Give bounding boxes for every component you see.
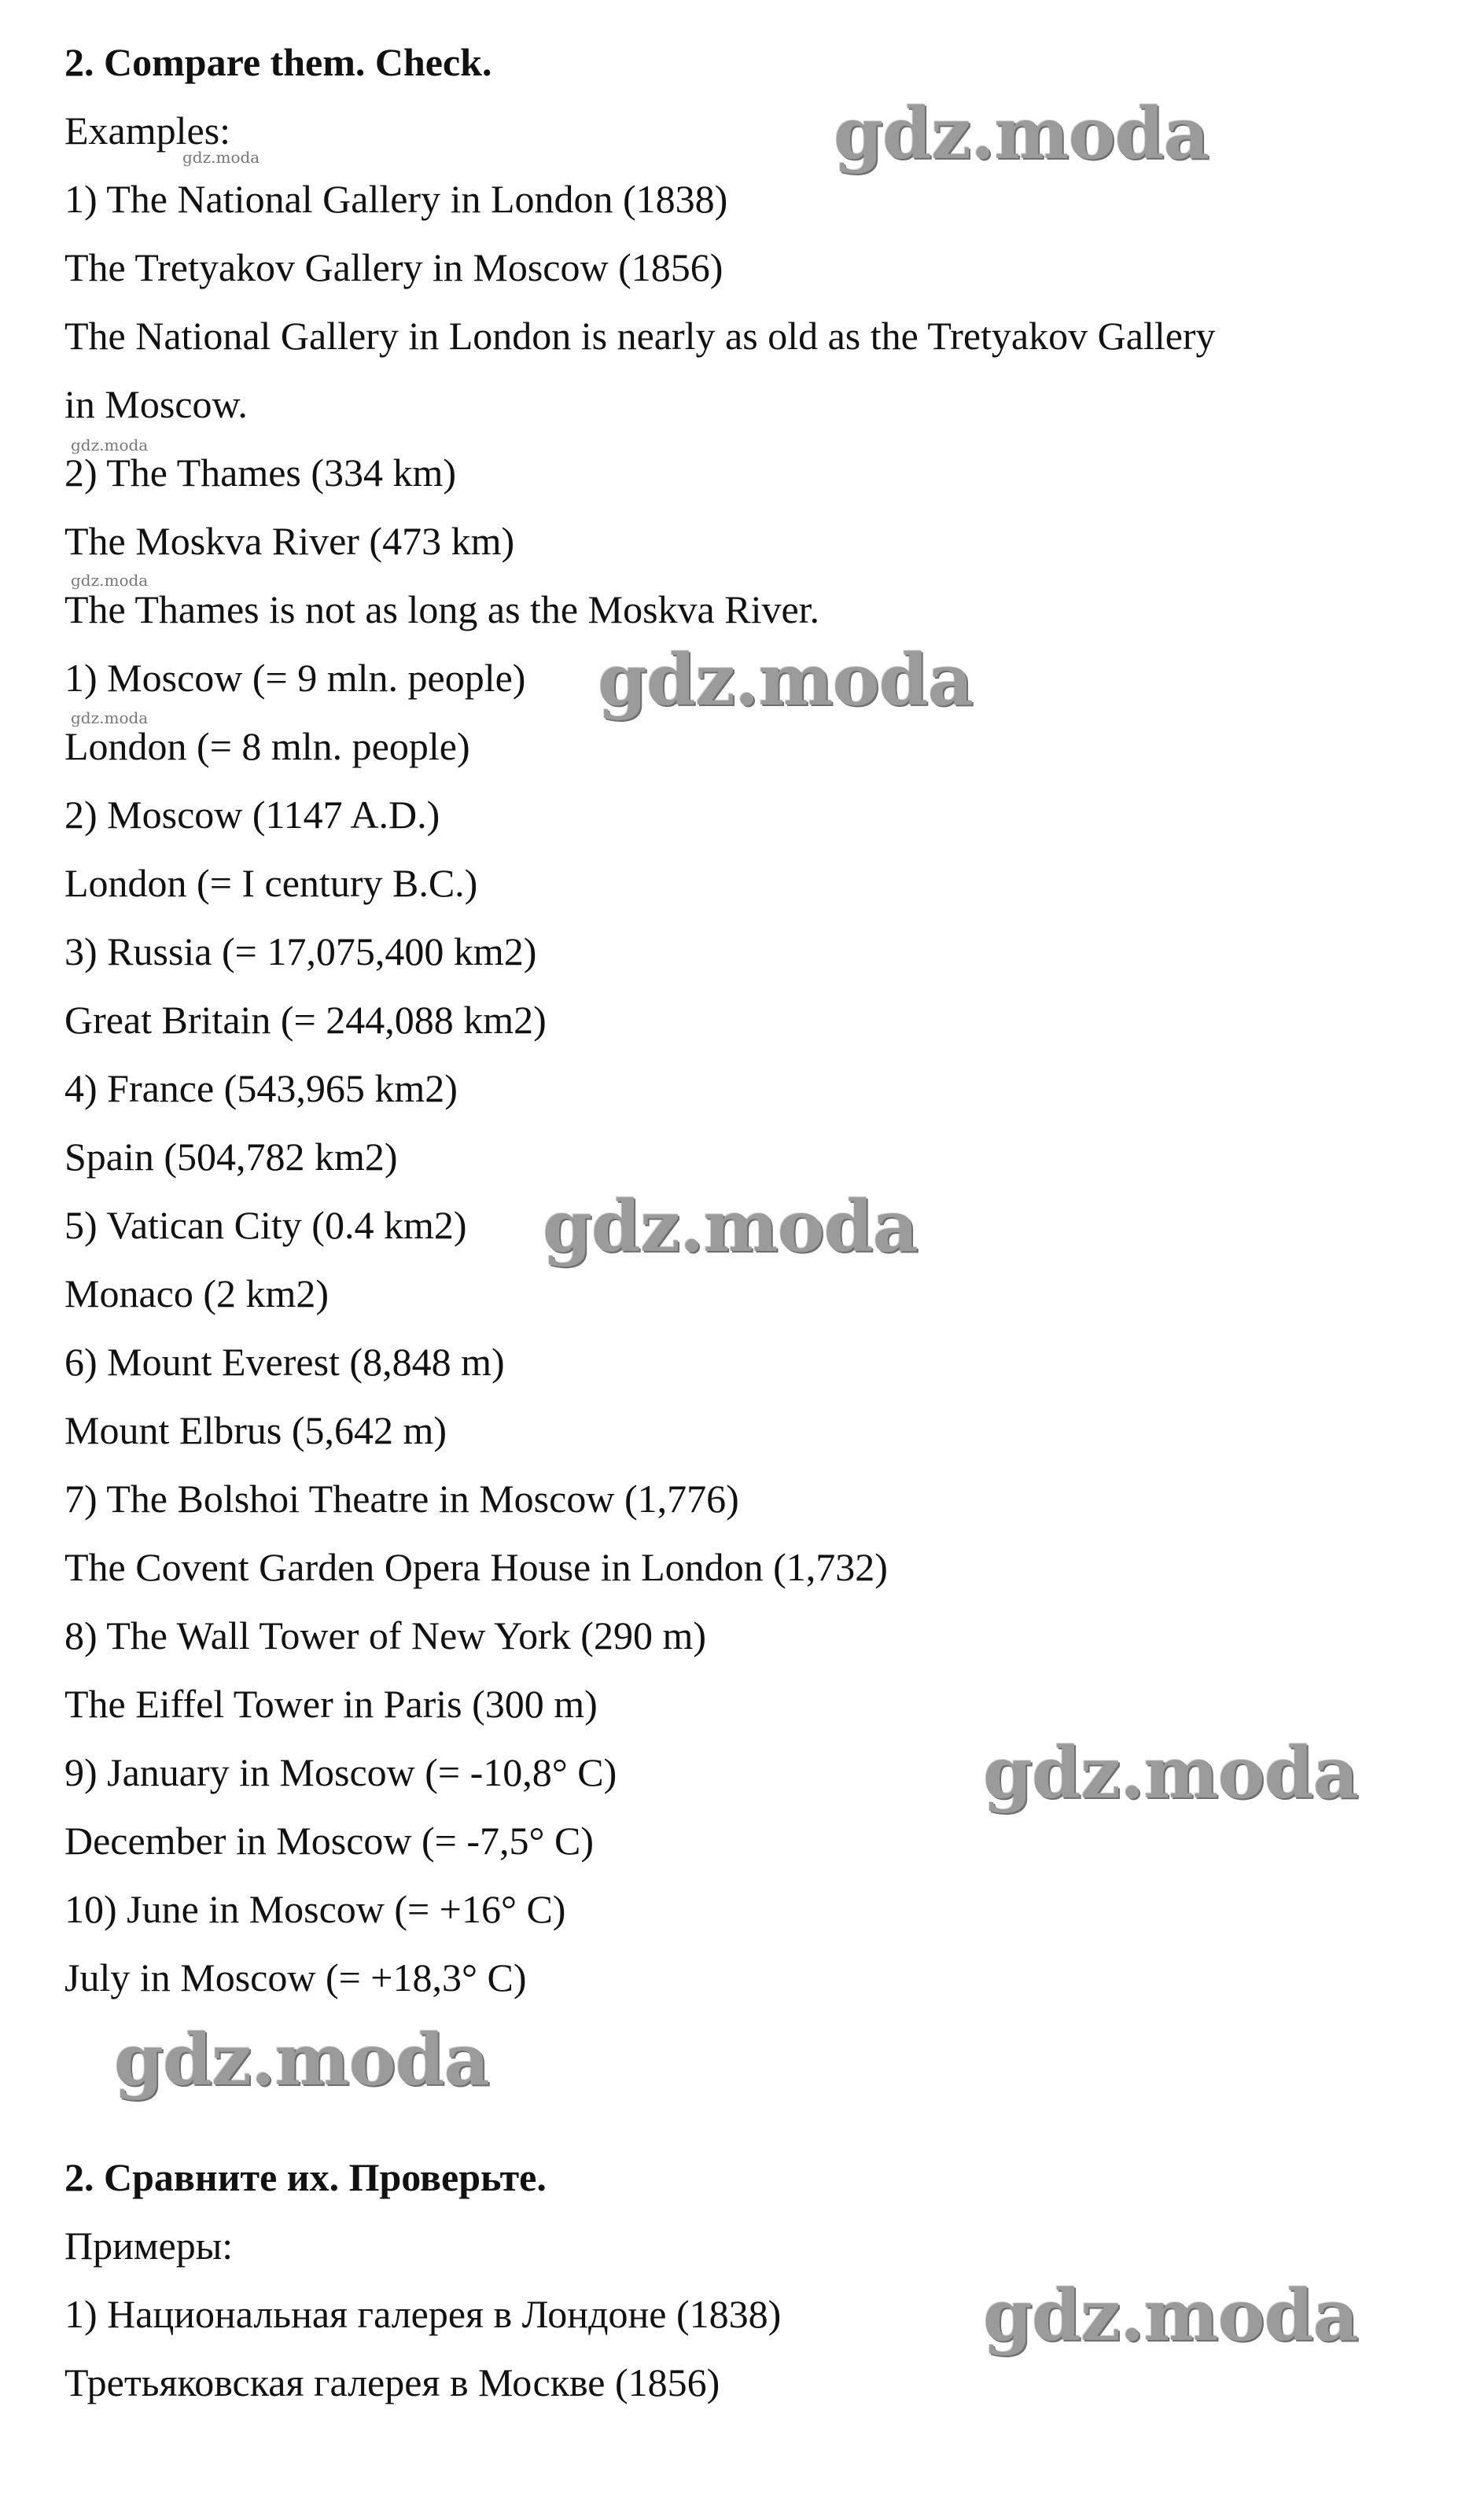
text-line: The Tretyakov Gallery in Moscow (1856): [64, 245, 723, 289]
heading-en: 2. Compare them. Check.: [64, 40, 492, 84]
text-line: 2) The Thames (334 km): [64, 451, 457, 495]
text-line: December in Moscow (= -7,5° C): [64, 1819, 595, 1863]
text-line: The Eiffel Tower in Paris (300 m): [64, 1682, 598, 1726]
text-line: in Moscow.: [64, 382, 248, 426]
text-line: London (= 8 mln. people): [64, 724, 470, 768]
text-line: 2) Moscow (1147 A.D.): [64, 793, 440, 837]
heading-ru: 2. Сравните их. Проверьте.: [64, 2155, 547, 2199]
text-line: The Thames is not as long as the Moskva River.: [64, 587, 820, 631]
watermark-logo: gdz.moda: [983, 2274, 1358, 2357]
watermark-logo: gdz.moda: [834, 92, 1209, 175]
text-line: 10) June in Moscow (= +16° C): [64, 1887, 566, 1931]
watermark-small: gdz.moda: [71, 571, 149, 590]
text-line: Monaco (2 km2): [64, 1271, 330, 1315]
watermark-logo: gdz.moda: [114, 2018, 489, 2102]
text-line: London (= I century B.C.): [64, 861, 478, 905]
examples-label-ru: Примеры:: [64, 2224, 234, 2268]
text-line: Great Britain (= 244,088 km2): [64, 998, 547, 1042]
watermark-small: gdz.moda: [182, 148, 260, 167]
text-line: 9) January in Moscow (= -10,8° C): [64, 1750, 617, 1794]
text-line: Третьяковская галерея в Москве (1856): [64, 2360, 720, 2404]
watermark-small: gdz.moda: [71, 708, 149, 727]
text-line: 7) The Bolshoi Theatre in Moscow (1,776): [64, 1477, 739, 1521]
watermark-logo: gdz.moda: [543, 1185, 918, 1268]
text-line: 1) Moscow (= 9 mln. people): [64, 656, 526, 700]
watermark-logo: gdz.moda: [598, 638, 973, 722]
text-line: The Moskva River (473 km): [64, 519, 515, 563]
text-line: 6) Mount Everest (8,848 m): [64, 1340, 505, 1384]
examples-label-en: Examples:: [64, 109, 231, 153]
text-line: The National Gallery in London is nearly as old as the Tretyakov Gallery: [64, 314, 1216, 358]
text-line: 1) Национальная галерея в Лондоне (1838): [64, 2292, 782, 2336]
text-line: July in Moscow (= +18,3° C): [64, 1955, 527, 1999]
text-line: Mount Elbrus (5,642 m): [64, 1408, 447, 1452]
watermark-logo: gdz.moda: [983, 1731, 1358, 1815]
text-line: 4) France (543,965 km2): [64, 1066, 458, 1110]
text-line: The Covent Garden Opera House in London (1,732): [64, 1545, 888, 1589]
text-line: 3) Russia (= 17,075,400 km2): [64, 929, 537, 973]
text-line: 1) The National Gallery in London (1838): [64, 177, 728, 221]
text-line: 5) Vatican City (0.4 km2): [64, 1203, 467, 1247]
text-line: 8) The Wall Tower of New York (290 m): [64, 1613, 706, 1657]
watermark-small: gdz.moda: [71, 436, 149, 454]
text-line: Spain (504,782 km2): [64, 1135, 398, 1179]
